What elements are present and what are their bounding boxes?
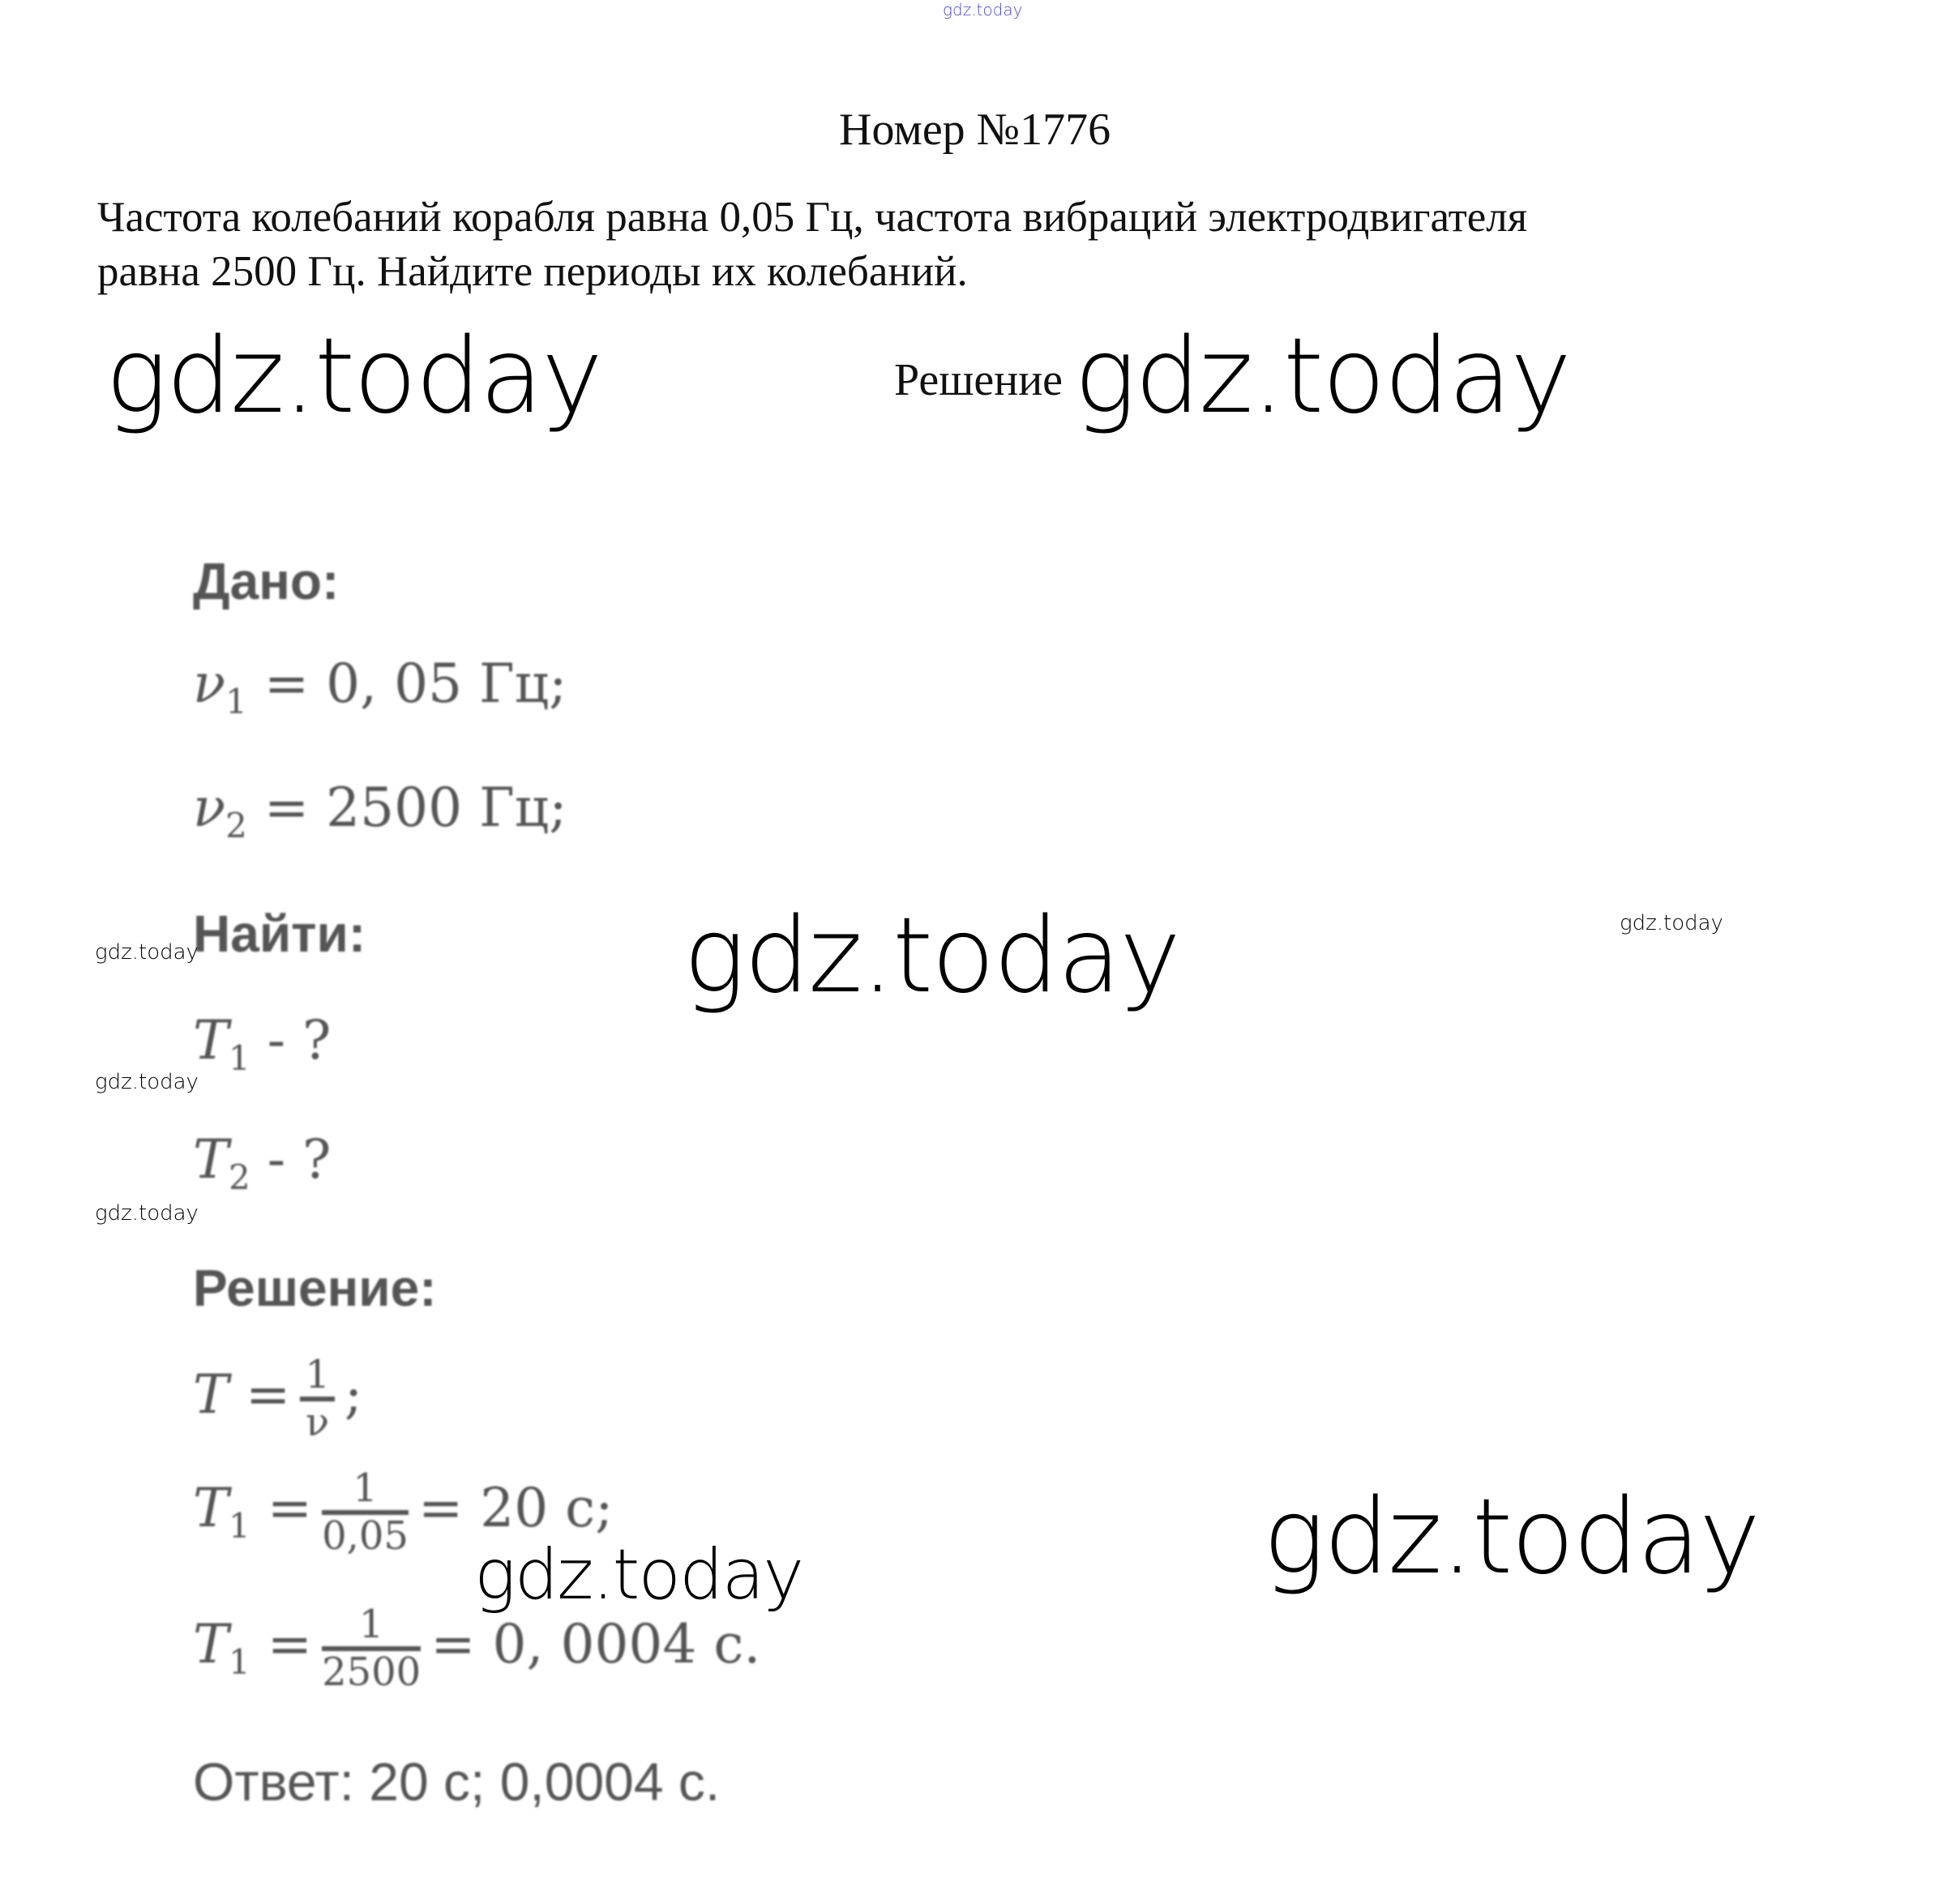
watermark-large: gdz.today bbox=[683, 896, 1179, 1016]
value: = 0, 05 Гц; bbox=[263, 652, 567, 715]
denominator: ν bbox=[305, 1399, 330, 1445]
nu-symbol: ν bbox=[193, 777, 226, 839]
denominator: 2500 bbox=[322, 1649, 422, 1695]
formula-period bbox=[193, 1354, 362, 1444]
problem-line-2: равна 2500 Гц. Найдите периоды их колебаний. bbox=[97, 248, 968, 295]
top-watermark: gdz.today bbox=[943, 0, 1023, 19]
equals: = bbox=[267, 1476, 313, 1539]
watermark-small: gdz.today bbox=[95, 1070, 199, 1094]
equals: = bbox=[267, 1612, 313, 1675]
fraction bbox=[322, 1603, 421, 1694]
subscript: 2 bbox=[229, 1157, 250, 1198]
nu-symbol: ν bbox=[193, 652, 226, 715]
find-heading: Найти: bbox=[193, 905, 366, 963]
subscript: 1 bbox=[229, 1641, 250, 1682]
page-title: Номер №1776 bbox=[839, 105, 1111, 155]
watermark-large: gdz.today bbox=[1074, 316, 1570, 437]
problem-line-1: Частота колебаний корабля равна 0,05 Гц, частота вибраций электродвигателя bbox=[97, 194, 1528, 241]
watermark-small: gdz.today bbox=[95, 1201, 199, 1226]
question: - ? bbox=[250, 1009, 332, 1072]
solution-label: Решение bbox=[894, 355, 1064, 405]
given-nu2 bbox=[193, 777, 567, 845]
watermark-small: gdz.today bbox=[1620, 911, 1723, 935]
numerator: 1 bbox=[322, 1467, 409, 1515]
t-symbol: T bbox=[193, 1476, 229, 1539]
given-nu1 bbox=[193, 652, 567, 721]
t-symbol: T bbox=[193, 1612, 229, 1675]
fraction bbox=[300, 1354, 335, 1444]
subscript: 1 bbox=[229, 1505, 250, 1546]
solution-heading: Решение: bbox=[193, 1259, 437, 1317]
find-t2 bbox=[193, 1128, 331, 1197]
subscript: 2 bbox=[225, 806, 247, 846]
t-symbol: T bbox=[193, 1128, 229, 1191]
numerator: 1 bbox=[322, 1603, 421, 1651]
numerator: 1 bbox=[300, 1354, 335, 1401]
subscript: 1 bbox=[229, 1038, 250, 1079]
watermark-large: gdz.today bbox=[105, 316, 601, 437]
lhs: T = bbox=[193, 1363, 291, 1426]
t-symbol: T bbox=[193, 1009, 229, 1072]
value: = 2500 Гц; bbox=[263, 777, 567, 839]
question: - ? bbox=[250, 1128, 332, 1191]
denominator: 0,05 bbox=[322, 1513, 409, 1559]
subscript: 1 bbox=[225, 682, 247, 722]
semicolon: ; bbox=[344, 1363, 363, 1426]
answer: Ответ: 20 с; 0,0004 с. bbox=[193, 1752, 721, 1812]
find-t1 bbox=[193, 1009, 331, 1078]
fraction bbox=[322, 1467, 409, 1558]
result: = 0, 0004 с. bbox=[430, 1612, 761, 1675]
result: = 20 с; bbox=[417, 1476, 614, 1539]
watermark-small: gdz.today bbox=[95, 940, 199, 965]
given-heading: Дано: bbox=[193, 552, 340, 610]
watermark-large: gdz.today bbox=[1263, 1477, 1759, 1598]
formula-t2 bbox=[193, 1603, 760, 1694]
watermark-medium: gdz.today bbox=[474, 1534, 803, 1615]
